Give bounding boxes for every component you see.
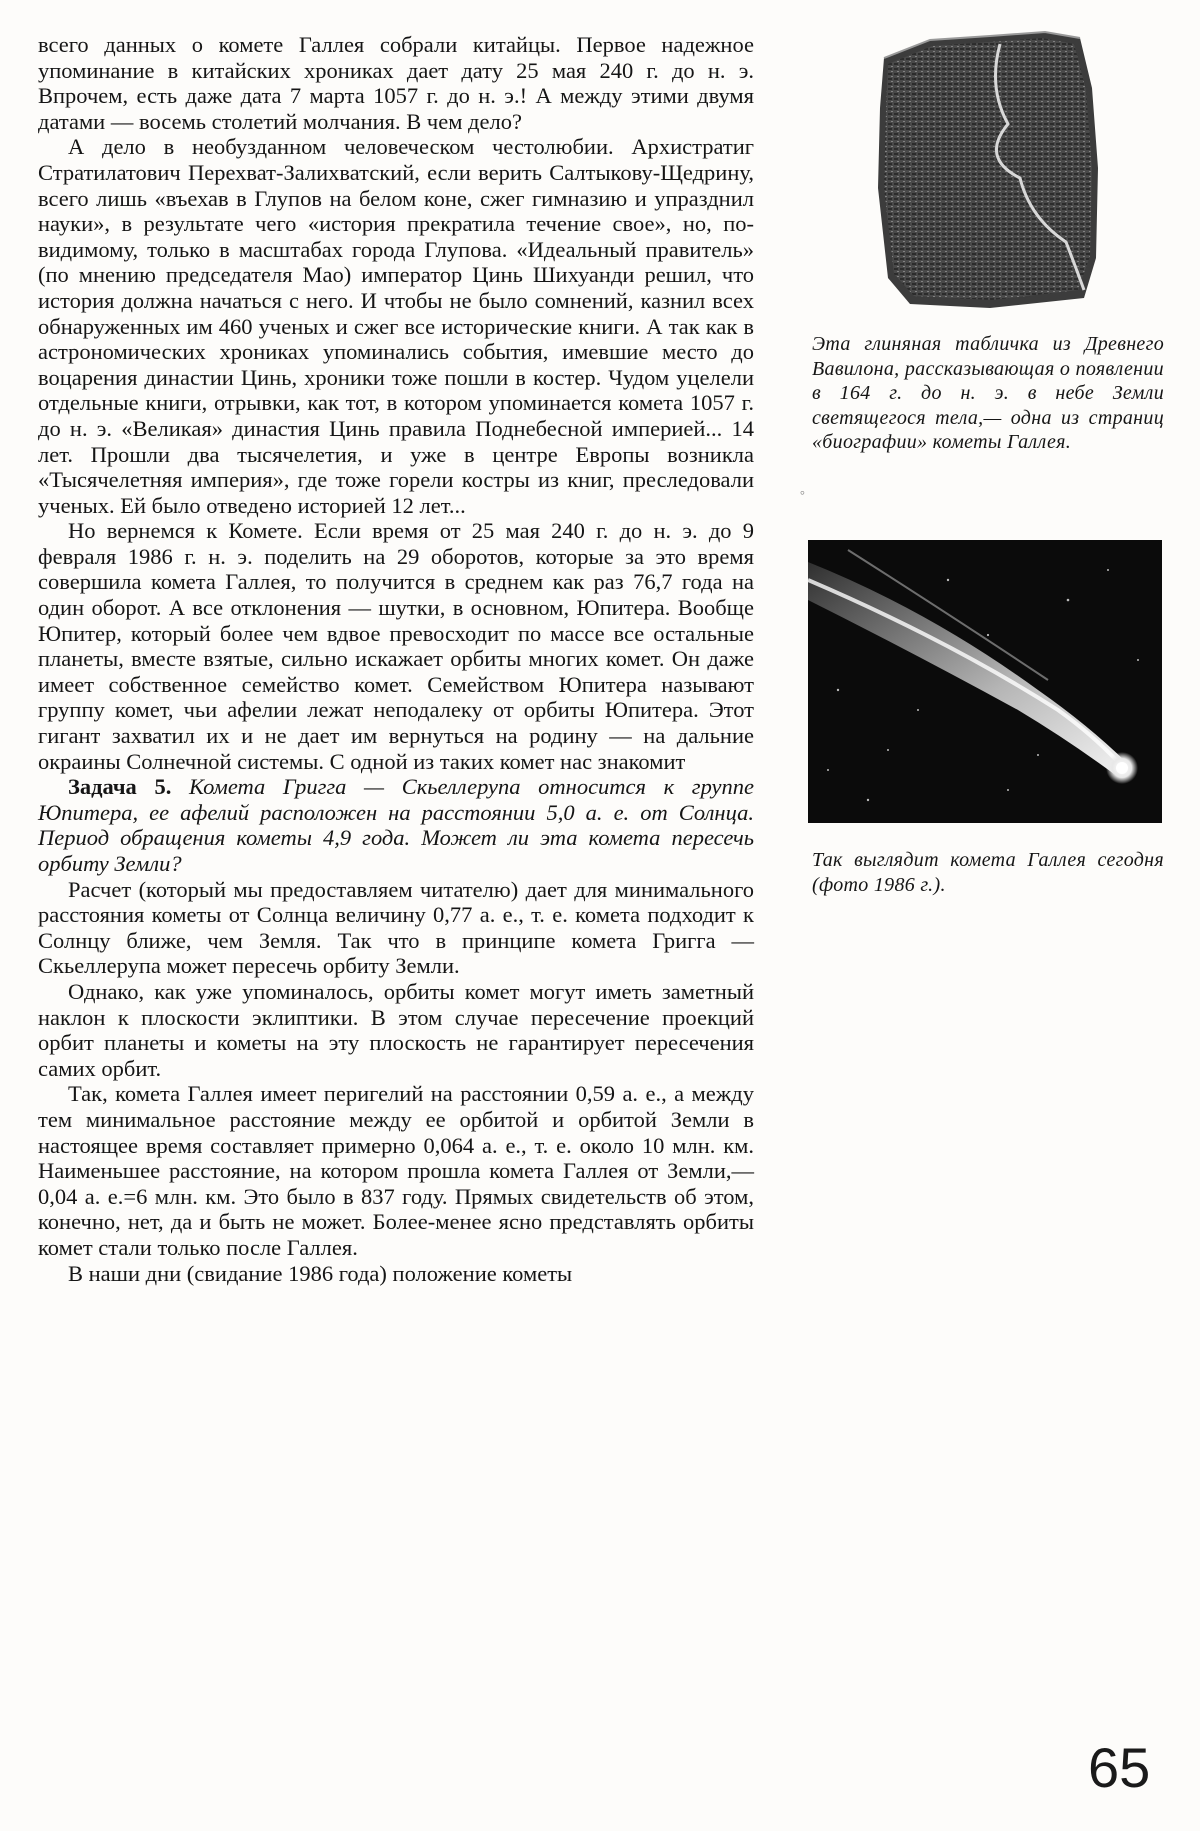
task-text: Комета Григга — Скьеллерупа относится к группе Юпитера, ее афелий расположен на расстоянии 5,0 а. е. от Солнца. Период обращения кометы 4,9 года. Может ли эта комета пересечь орбиту Земли?	[38, 774, 755, 876]
tablet-caption: Эта глиняная табличка из Древнего Вавилона, рассказывающая о появлении в 164 г. до н. э. в небе Земли светящегося тела,— одна из страниц «биографии» кометы Галлея.	[812, 333, 1164, 453]
paragraph-6: Так, комета Галлея имеет перигелий на расстоянии 0,59 а. е., а между тем минимальное расстояние между ее орбитой и орбитой Земли в настоящее время составляет примерно 0,064 а. е., т. е. около 10 млн. км. Наименьшее расстояние, на котором прошла комета Галлея от Земли,— 0,04 а. е.=6 млн. км. Это было в 837 году. Прямых свидетельств об этом, конечно, нет, да и быть не может. Более-менее ясно представлять орбиты комет стали только после Галлея.	[38, 1081, 754, 1260]
task-label: Задача 5.	[68, 774, 172, 800]
task-5	[38, 774, 754, 876]
comet-photo-caption: Так выглядит комета Галлея сегодня (фото 1986 г.).	[812, 849, 1164, 896]
paragraph-7: В наши дни (свидание 1986 года) положение кометы	[68, 1260, 573, 1286]
babylonian-tablet-image	[870, 28, 1102, 312]
paragraph-1: всего данных о комете Галлея собрали китайцы. Первое надежное упоминание в китайских хрониках дает дату 25 мая 240 г. до н. э. Впрочем, есть даже дата 7 марта 1057 г. до н. э.! А между этими двумя датами — восемь столетий молчания. В чем дело?	[38, 32, 754, 134]
page-number: 65	[1088, 1736, 1151, 1799]
paragraph-3: Но вернемся к Комете. Если время от 25 мая 240 г. до н. э. до 9 февраля 1986 г. н. э. поделить на 29 оборотов, которые за это время совершила комета Галлея, то получится в среднем как раз 76,7 года на один оборот. А все отклонения — шутки, в основном, Юпитера. Вообще Юпитер, который более чем вдвое превосходит по массе все остальные планеты, вместе взятые, сильно искажает орбиты многих комет. Он даже имеет собственное семейство комет. Семейством Юпитера называют группу комет, чьи афелии лежат неподалеку от орбиты Юпитера. Этот гигант захватил их и не дает им вернуться на родину — на дальние окраины Солнечной системы. С одной из таких комет нас знакомит	[38, 518, 754, 774]
paragraph-5: Однако, как уже упоминалось, орбиты комет могут иметь заметный наклон к плоскости эклиптики. В этом случае пересечение проекций орбит планеты и кометы на эту плоскость не гарантирует пересечения самих орбит.	[38, 978, 754, 1081]
stray-mark: °	[800, 488, 805, 502]
paragraph-2: А дело в необузданном человеческом честолюбии. Архистратиг Стратилатович Перехват-Залихватский, если верить Салтыкову-Щедрину, всего лишь «въехав в Глупов на белом коне, сжег гимназию и упразднил науки», в результате чего «история прекратила течение свое», но, по-видимому, только в масштабах города Глупова. «Идеальный правитель» (по мнению председателя Мао) император Цинь Шихуанди решил, что история должна начаться с него. И чтобы не было сомнений, казнил всех обнаруженных им 460 ученых и сжег все исторические книги. А так как в астрономических хрониках упоминались события, имевшие место до воцарения династии Цинь, хроники тоже пошли в костер. Чудом уцелели отдельные книги, отрывки, как тот, в котором упоминается комета 1057 г. до н. э. «Великая» династия Цинь правила Поднебесной империей... 14 лет. Прошли два тысячелетия, и уже в центре Европы возникла «Тысячелетняя империя», где тоже горели костры из книг, преследовали ученых. Ей было отведено историей 12 лет...	[38, 134, 754, 518]
halley-comet-photo	[808, 540, 1162, 823]
main-text-column	[38, 32, 754, 1286]
paragraph-4: Расчет (который мы предоставляем читателю) дает для минимального расстояния кометы от Солнца величину 0,77 а. е., т. е. комета подходит к Солнцу ближе, чем Земля. Так что в принципе комета Григга — Скьеллерупа может пересечь орбиту Земли.	[38, 876, 754, 979]
